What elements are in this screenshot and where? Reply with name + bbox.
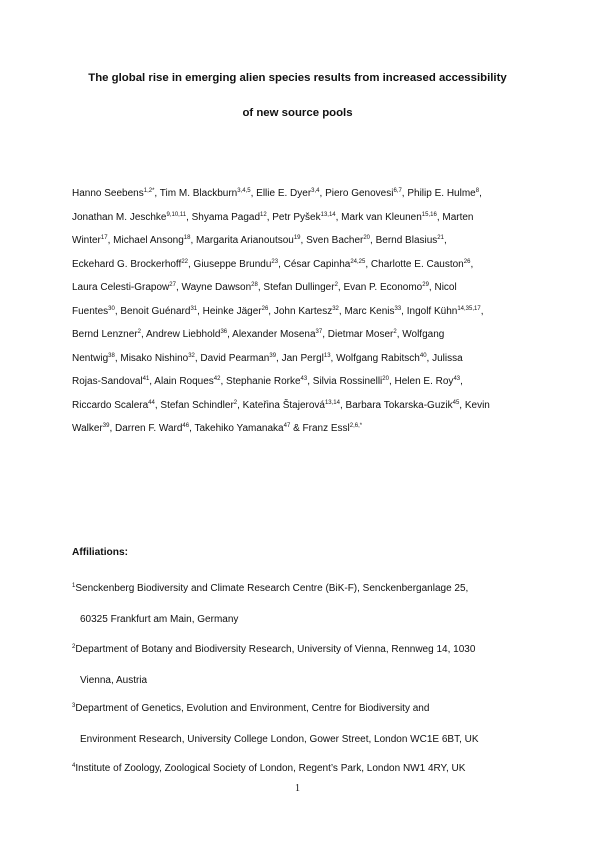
author-name: , Michael Ansong [107, 235, 184, 246]
author-line [72, 281, 542, 295]
author-name: , Charlotte E. Causton [365, 258, 464, 270]
author-name: , Stefan Schindler [154, 399, 234, 411]
affiliation-marker: 13,14 [320, 211, 336, 218]
affiliation-text-continued: Environment Research, University College London, Gower Street, London WC1E 6BT, UK [80, 734, 479, 745]
author-name: , Ellie E. Dyer [250, 188, 312, 199]
affiliation-marker: 8 [475, 188, 480, 194]
author-name: , Wolfgang [396, 329, 445, 340]
author-name: , Jan Pergl [276, 352, 324, 364]
affiliation-marker: 15,16 [421, 211, 437, 218]
author-line [72, 328, 542, 342]
affiliation-marker: 40 [419, 352, 427, 359]
author-name: Hanno Seebens [72, 188, 144, 199]
author-name: , Stephanie Rorke [220, 376, 301, 387]
author-name: , [460, 376, 463, 387]
affiliation-item [72, 763, 542, 774]
affiliation-marker: 46 [182, 423, 190, 429]
author-name: , Kateřina Štajerová [237, 399, 325, 411]
affiliation-marker: 39 [269, 352, 277, 359]
author-name: Laura Celesti-Grapow [72, 282, 170, 293]
author-name: Eckehard G. Brockerhoff [72, 258, 182, 270]
author-name: , [443, 235, 447, 246]
affiliation-marker: 6,7 [393, 188, 402, 194]
affiliation-marker: 23 [271, 258, 279, 265]
affiliation-marker: 1,2* [143, 188, 155, 194]
author-name: , Dietmar Moser [322, 329, 394, 340]
author-name: Nentwig [72, 352, 109, 364]
affiliation-text: Department of Genetics, Evolution and Environment, Centre for Biodiversity and [75, 703, 430, 714]
affiliation-marker: 41 [142, 376, 150, 382]
affiliation-marker: 18 [183, 235, 191, 241]
author-name: , Shyama Pagad [186, 211, 261, 223]
affiliation-marker: 19 [293, 235, 301, 241]
affiliation-marker: 29 [422, 282, 429, 288]
author-line [72, 234, 542, 248]
affiliation-marker: 43 [453, 376, 461, 382]
affiliation-marker: 2 [393, 329, 397, 335]
affiliation-marker: 22 [181, 258, 188, 265]
author-name: , Giuseppe Brundu [188, 258, 272, 270]
affiliation-marker: 12 [260, 211, 267, 218]
affiliation-marker: 32 [332, 305, 339, 312]
affiliation-marker: 28 [251, 282, 258, 288]
affiliation-marker: 21 [437, 235, 444, 241]
author-name: , John Kartesz [268, 305, 333, 317]
affiliation-marker: 2 [233, 399, 238, 406]
paper-title-line-1: The global rise in emerging alien species results from increased accessibility [88, 72, 507, 84]
author-line [72, 375, 542, 389]
affiliation-item [72, 583, 542, 594]
affiliation-marker: 32 [188, 352, 195, 359]
author-name: , Darren F. Ward [109, 423, 183, 434]
affiliation-marker: 3,4,5 [237, 188, 251, 194]
author-name: , Petr Pyšek [266, 211, 321, 223]
author-name: , César Capinha [278, 258, 351, 270]
affiliation-text-continued: Vienna, Austria [80, 675, 148, 686]
author-name: , Stefan Dullinger [257, 282, 335, 293]
affiliation-item [72, 703, 542, 714]
author-name: & Franz Essl [290, 423, 350, 434]
page-number: 1 [295, 783, 300, 794]
author-name: , Piero Genovesi [319, 188, 394, 199]
affiliation-text: Institute of Zoology, Zoological Society of London, Regent’s Park, London NW1 4RY, UK [75, 763, 466, 774]
author-name: , Benoit Guénard [114, 305, 191, 317]
author-name: , Evan P. Economo [337, 282, 423, 293]
author-name: , Silvia Rossinelli [307, 376, 383, 387]
affiliation-marker: 42 [213, 376, 221, 382]
author-line [72, 305, 542, 319]
author-name: , Wayne Dawson [175, 282, 252, 293]
affiliation-marker: 43 [300, 376, 308, 382]
author-name: , Wolfgang Rabitsch [330, 352, 420, 364]
author-name: , Kevin [459, 399, 490, 411]
author-name: , Andrew Liebhold [140, 329, 221, 340]
affiliation-marker: 2 [137, 329, 141, 335]
affiliation-marker: 24,25 [350, 258, 366, 265]
affiliation-marker: 14,35,17 [457, 305, 481, 312]
affiliation-text: Senckenberg Biodiversity and Climate Research Centre (BiK-F), Senckenberganlage 25, [75, 583, 469, 594]
author-line [72, 187, 542, 201]
author-name: , Helen E. Roy [388, 376, 454, 387]
author-name: , Margarita Arianoutsou [190, 235, 294, 246]
author-name: , Mark van Kleunen [335, 211, 422, 223]
author-name: Riccardo Scalera [72, 399, 149, 411]
affiliations-heading: Affiliations: [72, 547, 129, 558]
affiliation-marker: 26 [261, 305, 269, 312]
author-name: Fuentes [72, 305, 109, 317]
author-name: , Ingolf Kühn [401, 305, 458, 317]
author-name: , Takehiko Yamanaka [189, 423, 284, 434]
author-line [72, 258, 542, 272]
author-line [72, 211, 542, 225]
author-name: , Nicol [428, 282, 457, 293]
affiliation-marker: 31 [190, 305, 198, 312]
affiliation-marker: 26 [463, 258, 471, 265]
affiliation-marker: 13,14 [324, 399, 340, 406]
author-name: , [479, 188, 482, 199]
author-name: , Marten [436, 211, 474, 223]
author-name: , Alexander Mosena [227, 329, 316, 340]
affiliation-marker: 38 [108, 352, 115, 359]
affiliation-marker: 39 [102, 423, 110, 429]
affiliation-marker: 36 [220, 329, 228, 335]
author-name: , Alain Roques [149, 376, 214, 387]
affiliation-marker: 44 [148, 399, 155, 406]
affiliation-marker: 30 [108, 305, 115, 312]
affiliation-marker: 13 [323, 352, 331, 359]
author-line [72, 352, 542, 366]
affiliation-item [72, 644, 542, 655]
affiliation-marker: 20 [382, 376, 389, 382]
affiliation-marker: 3,4 [311, 188, 320, 194]
affiliation-text: Department of Botany and Biodiversity Research, University of Vienna, Rennweg 14, 1030 [75, 644, 476, 655]
affiliation-marker: 2,6,* [349, 423, 363, 429]
author-name: , [470, 258, 474, 270]
author-name: Bernd Lenzner [72, 329, 138, 340]
paper-title-line-2: of new source pools [242, 107, 353, 119]
author-name: Walker [72, 423, 103, 434]
affiliation-marker: 47 [283, 423, 291, 429]
affiliation-marker: 37 [315, 329, 323, 335]
author-name: , Marc Kenis [338, 305, 395, 317]
affiliation-marker: 27 [169, 282, 176, 288]
author-name: , Julissa [426, 352, 463, 364]
author-name: , Sven Bacher [300, 235, 364, 246]
affiliation-marker: 17 [100, 235, 108, 241]
author-name: , Heinke Jäger [197, 305, 262, 317]
author-name: , Misako Nishino [114, 352, 189, 364]
affiliation-number: 2 [72, 644, 76, 650]
author-name: Winter [72, 235, 101, 246]
affiliation-marker: 33 [394, 305, 402, 312]
author-name: Rojas-Sandoval [72, 376, 143, 387]
affiliation-marker: 9,10,11 [166, 211, 187, 218]
author-name: , Bernd Blasius [370, 235, 438, 246]
author-line [72, 399, 542, 413]
author-line [72, 422, 542, 436]
author-name: Jonathan M. Jeschke [72, 211, 167, 223]
affiliation-number: 1 [72, 583, 76, 589]
affiliation-text-continued: 60325 Frankfurt am Main, Germany [80, 614, 239, 625]
author-name: , Philip E. Hulme [401, 188, 476, 199]
affiliation-marker: 2 [334, 282, 338, 288]
author-name: , David Pearman [194, 352, 270, 364]
affiliation-marker: 20 [363, 235, 371, 241]
author-name: , Barbara Tokarska-Guzik [339, 399, 453, 411]
author-name: , Tim M. Blackburn [154, 188, 238, 199]
author-name: , [480, 305, 484, 317]
affiliation-number: 3 [72, 703, 76, 709]
affiliation-number: 4 [72, 763, 76, 769]
affiliation-marker: 45 [452, 399, 460, 406]
